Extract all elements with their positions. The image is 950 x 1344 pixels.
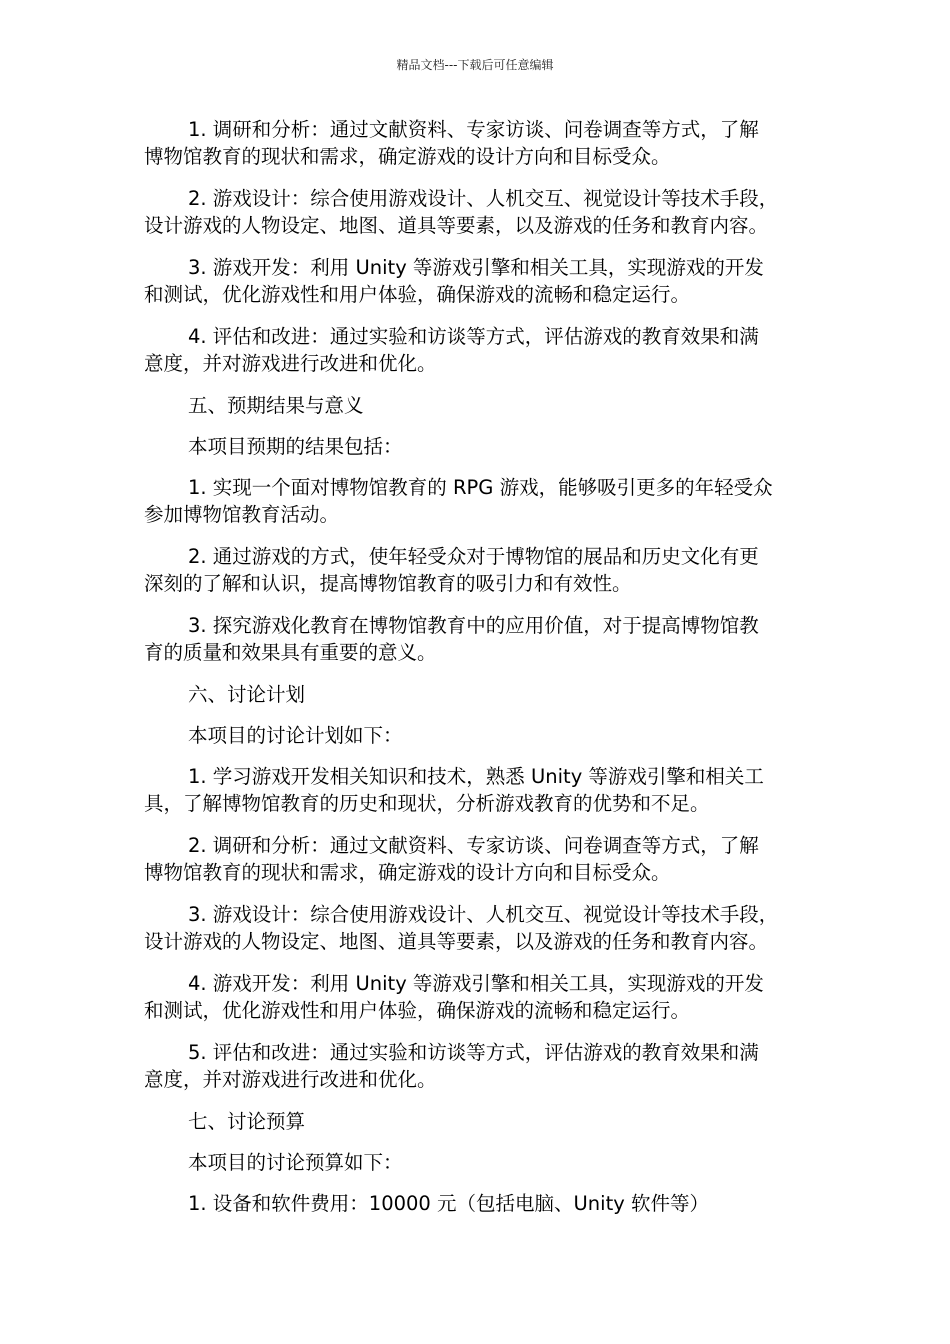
paragraph-result-2: 2. 通过游戏的方式，使年轻受众对于博物馆的展品和历史文化有更 深刻的了解和认识，提高博物馆教育的吸引力和有效性。 bbox=[144, 545, 759, 595]
paragraph-result-1: 1. 实现一个面对博物馆教育的 RPG 游戏，能够吸引更多的年轻受众 参加博物馆教育活动。 bbox=[144, 476, 773, 526]
paragraph-plan-intro: 本项目的讨论计划如下： bbox=[188, 724, 403, 747]
paragraph-plan-3: 3. 游戏设计：综合使用游戏设计、人机交互、视觉设计等技术手段， 设计游戏的人物设定、地图、道具等要素，以及游戏的任务和教育内容。 bbox=[144, 903, 779, 953]
paragraph-research-analysis: 1. 调研和分析：通过文献资料、专家访谈、问卷调查等方式，了解 博物馆教育的现状和需求，确定游戏的设计方向和目标受众。 bbox=[144, 118, 759, 168]
paragraph-result-3: 3. 探究游戏化教育在博物馆教育中的应用价值，对于提高博物馆教 育的质量和效果具有重要的意义。 bbox=[144, 614, 759, 664]
paragraph-evaluation: 4. 评估和改进：通过实验和访谈等方式，评估游戏的教育效果和满 意度，并对游戏进行改进和优化。 bbox=[144, 325, 759, 375]
section-heading-discussion-plan: 六、讨论计划 bbox=[188, 683, 306, 706]
paragraph-plan-1: 1. 学习游戏开发相关知识和技术，熟悉 Unity 等游戏引擎和相关工 具，了解博物馆教育的历史和现状，分析游戏教育的优势和不足。 bbox=[144, 765, 764, 815]
paragraph-expected-results-intro: 本项目预期的结果包括： bbox=[188, 435, 403, 458]
section-heading-expected-results: 五、预期结果与意义 bbox=[188, 394, 364, 417]
page-header: 精品文档---下载后可任意编辑 bbox=[396, 58, 554, 72]
paragraph-plan-4: 4. 游戏开发：利用 Unity 等游戏引擎和相关工具，实现游戏的开发 和测试，优化游戏性和用户体验，确保游戏的流畅和稳定运行。 bbox=[144, 972, 764, 1022]
paragraph-budget-1: 1. 设备和软件费用：10000 元（包括电脑、Unity 软件等） bbox=[188, 1192, 709, 1215]
paragraph-plan-2: 2. 调研和分析：通过文献资料、专家访谈、问卷调查等方式，了解 博物馆教育的现状和需求，确定游戏的设计方向和目标受众。 bbox=[144, 834, 759, 884]
paragraph-plan-5: 5. 评估和改进：通过实验和访谈等方式，评估游戏的教育效果和满 意度，并对游戏进行改进和优化。 bbox=[144, 1041, 759, 1091]
paragraph-budget-intro: 本项目的讨论预算如下： bbox=[188, 1151, 403, 1174]
paragraph-game-design: 2. 游戏设计：综合使用游戏设计、人机交互、视觉设计等技术手段， 设计游戏的人物设定、地图、道具等要素，以及游戏的任务和教育内容。 bbox=[144, 187, 779, 237]
paragraph-game-development: 3. 游戏开发：利用 Unity 等游戏引擎和相关工具，实现游戏的开发 和测试，优化游戏性和用户体验，确保游戏的流畅和稳定运行。 bbox=[144, 256, 764, 306]
document-body bbox=[144, 116, 810, 1231]
section-heading-budget: 七、讨论预算 bbox=[188, 1110, 306, 1133]
